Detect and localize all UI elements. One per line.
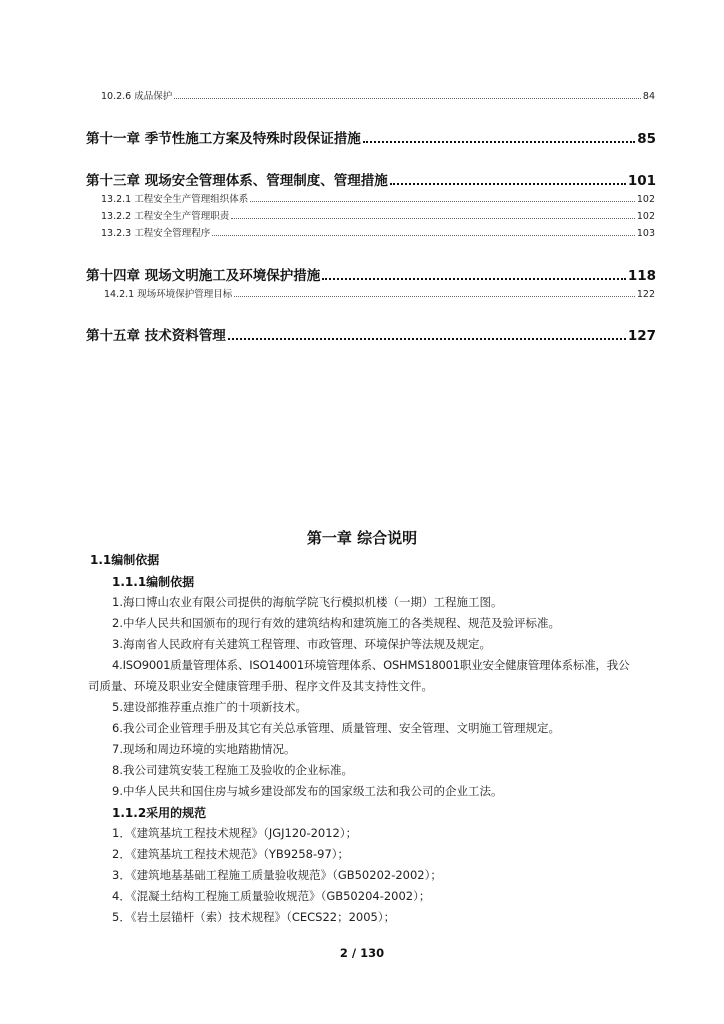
toc-entry-title: 第十五章 技术资料管理 [86, 328, 226, 344]
basis-item: 4.ISO9001质量管理体系、ISO14001环境管理体系、OSHMS18001职业安全健康管理体系标准，我公 [112, 658, 630, 672]
toc-leader-dots [228, 331, 626, 340]
toc-entry[interactable] [101, 191, 655, 205]
section-heading: 1.1编制依据 [90, 553, 160, 567]
basis-item: 6.我公司企业管理手册及其它有关总承管理、质量管理、安全管理、文明施工管理规定。 [112, 721, 560, 735]
toc-leader-dots [363, 134, 636, 143]
toc-entry-page: 102 [636, 211, 655, 222]
toc-entry-page: 127 [627, 328, 656, 344]
page-number: 2 / 130 [339, 946, 385, 960]
spec-item: 1．《建筑基坑工程技术规程》（JGJ120-2012）； [112, 826, 358, 840]
toc-leader-dots [212, 229, 635, 236]
toc-entry-title: 13.2.2 工程安全生产管理职责 [101, 211, 230, 222]
toc-chapter-entry[interactable] [86, 127, 656, 147]
toc-entry-title: 14.2.1 现场环境保护管理目标 [104, 289, 233, 300]
basis-item: 8.我公司建筑安装工程施工及验收的企业标准。 [112, 763, 353, 777]
subsection-heading: 1.1.1编制依据 [112, 575, 195, 589]
toc-entry-page: 118 [627, 268, 656, 284]
toc-entry-title: 13.2.1 工程安全生产管理组织体系 [101, 194, 249, 205]
spec-item: 3．《建筑地基基础工程施工质量验收规范》（GB50202-2002）； [112, 868, 442, 882]
spec-item: 2．《建筑基坑工程技术规范》（YB9258-97）； [112, 847, 350, 861]
toc-entry-page: 103 [636, 228, 655, 239]
toc-leader-dots [174, 92, 641, 99]
subsection-heading: 1.1.2采用的规范 [112, 806, 207, 820]
toc-entry-page: 85 [637, 131, 656, 147]
toc-entry-page: 102 [636, 194, 655, 205]
toc-entry-title: 第十三章 现场安全管理体系、管理制度、管理措施 [86, 173, 388, 189]
basis-item: 5.建设部推荐重点推广的十项新技术。 [112, 700, 307, 714]
toc-entry[interactable] [101, 225, 655, 239]
toc-leader-dots [322, 271, 626, 280]
basis-item: 9.中华人民共和国住房与城乡建设部发布的国家级工法和我公司的企业工法。 [112, 784, 503, 798]
toc-chapter-entry[interactable] [86, 324, 656, 344]
toc-leader-dots [234, 290, 635, 297]
toc-entry-page: 101 [627, 173, 656, 189]
toc-entry-page: 122 [636, 289, 655, 300]
toc-entry-title: 第十一章 季节性施工方案及特殊时段保证措施 [86, 131, 361, 147]
toc-chapter-entry[interactable] [86, 169, 656, 189]
toc-entry-title: 第十四章 现场文明施工及环境保护措施 [86, 268, 321, 284]
toc-leader-dots [390, 176, 626, 185]
toc-entry[interactable] [101, 208, 655, 222]
toc-entry[interactable] [104, 286, 655, 300]
toc-entry-title: 10.2.6 成品保护 [101, 91, 173, 102]
basis-item: 3.海南省人民政府有关建筑工程管理、市政管理、环境保护等法规及规定。 [112, 637, 491, 651]
basis-item-continuation: 司质量、环境及职业安全健康管理手册、程序文件及其支持性文件。 [88, 679, 433, 693]
basis-item: 2.中华人民共和国颁布的现行有效的建筑结构和建筑施工的各类规程、规范及验评标准。 [112, 616, 560, 630]
spec-item: 4．《混凝土结构工程施工质量验收规范》（GB50204-2002）； [112, 889, 431, 903]
chapter-title: 第一章 综合说明 [306, 529, 418, 547]
basis-item: 7.现场和周边环境的实地踏勘情况。 [112, 742, 296, 756]
toc-leader-dots [231, 212, 635, 219]
toc-leader-dots [250, 195, 635, 202]
toc-entry-title: 13.2.3 工程安全管理程序 [101, 228, 211, 239]
basis-item: 1.海口博山农业有限公司提供的海航学院飞行模拟机楼（一期）工程施工图。 [112, 595, 503, 609]
toc-entry[interactable] [101, 88, 655, 102]
toc-chapter-entry[interactable] [86, 264, 656, 284]
toc-entry-page: 84 [642, 91, 655, 102]
spec-item: 5．《岩土层锚杆（索）技术规程》（CECS22；2005）； [112, 910, 396, 924]
